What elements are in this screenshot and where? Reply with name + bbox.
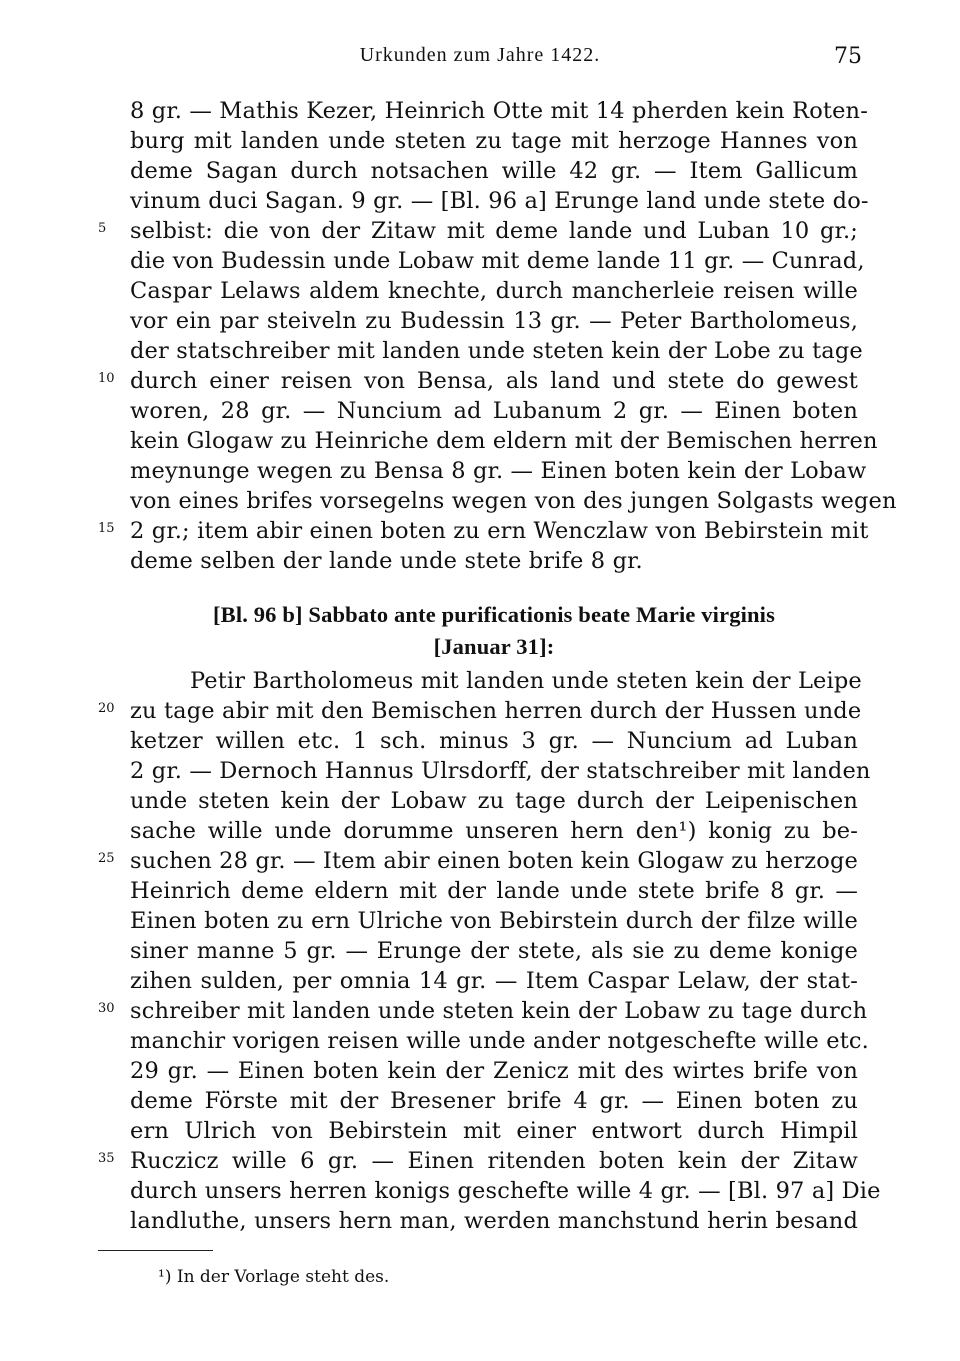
section-heading-line2: [Januar 31]: [433,634,555,659]
footnote-rule [98,1250,213,1251]
text-line: der statschreiber mit landen unde steten kein der Lobe zu tage [130,338,863,364]
text-line: von eines brifes vorsegelns wegen von des jungen Solgasts wegen [130,488,897,514]
text-line: die von Budessin unde Lobaw mit deme lande 11 gr. — Cunrad, [130,248,865,274]
footnote-text: In der Vorlage steht des. [176,1267,390,1287]
line-number: 35 [98,1151,115,1166]
running-title: Urkunden zum Jahre 1422. [359,44,601,66]
text-line: kein Glogaw zu Heinriche dem eldern mit der Bemischen herren [130,428,878,454]
text-line: sache wille unde dorumme unseren hern den¹) konig zu be- [130,818,858,844]
text-line: landluthe, unsers hern man, werden manchstund herin besand [130,1208,858,1234]
text-line: 8 gr. — Mathis Kezer, Heinrich Otte mit 14 pherden kein Roten- [130,98,868,124]
text-line: deme Förste mit der Bresener brife 4 gr. — Einen boten zu [130,1088,858,1114]
text-line: deme selben der lande unde stete brife 8 gr. [130,548,643,574]
text-line: Caspar Lelaws aldem knechte, durch mancherleie reisen wille [130,278,858,304]
text-line: siner manne 5 gr. — Erunge der stete, als sie zu deme konige [130,938,858,964]
text-line: zihen sulden, per omnia 14 gr. — Item Caspar Lelaw, der stat- [130,968,858,994]
running-header [0,44,960,74]
text-line: burg mit landen unde steten zu tage mit herzoge Hannes von [130,128,858,154]
text-line: 2 gr.; item abir einen boten zu ern Wenczlaw von Bebirstein mit [130,518,869,544]
section-heading-line1: [Bl. 96 b] Sabbato ante purificationis beate Marie virginis [213,602,775,627]
text-line: zu tage abir mit den Bemischen herren durch der Hussen unde [130,698,862,724]
line-number: 25 [98,851,115,866]
text-line: ketzer willen etc. 1 sch. minus 3 gr. — Nuncium ad Luban [130,728,858,754]
text-line: 2 gr. — Dernoch Hannus Ulrsdorff, der statschreiber mit landen [130,758,871,784]
text-line: Einen boten zu ern Ulriche von Bebirstein durch der filze wille [130,908,858,934]
text-line: meynunge wegen zu Bensa 8 gr. — Einen boten kein der Lobaw [130,458,867,484]
text-line: Ruczicz wille 6 gr. — Einen ritenden boten kein der Zitaw [130,1148,858,1174]
line-number: 30 [98,1001,115,1016]
text-line: Petir Bartholomeus mit landen unde steten kein der Leipe [190,668,862,694]
line-number: 5 [98,221,107,236]
text-line: woren, 28 gr. — Nuncium ad Lubanum 2 gr. — Einen boten [130,398,858,424]
text-line: schreiber mit landen unde steten kein der Lobaw zu tage durch [130,998,868,1024]
text-line: suchen 28 gr. — Item abir einen boten kein Glogaw zu herzoge [130,848,858,874]
text-line: unde steten kein der Lobaw zu tage durch der Leipenischen [130,788,858,814]
footnote-marker: ¹) [158,1267,172,1287]
text-line: vor ein par steiveln zu Budessin 13 gr. — Peter Bartholomeus, [130,308,858,334]
text-line: ern Ulrich von Bebirstein mit einer entwort durch Himpil [130,1118,858,1144]
text-line: vinum duci Sagan. 9 gr. — [Bl. 96 a] Erunge land unde stete do- [130,188,869,214]
footnote [158,1266,389,1288]
text-line: selbist: die von der Zitaw mit deme lande und Luban 10 gr.; [130,218,858,244]
line-number: 15 [98,521,115,536]
text-line: Heinrich deme eldern mit der lande unde stete brife 8 gr. — [130,878,858,904]
text-line: durch einer reisen von Bensa, als land und stete do gewest [130,368,858,394]
line-number: 20 [98,701,115,716]
text-line: 29 gr. — Einen boten kein der Zenicz mit des wirtes brife von [130,1058,858,1084]
page-number: 75 [834,44,862,69]
text-line: manchir vorigen reisen wille unde ander notgescheftе wille etc. [130,1028,869,1054]
text-line: durch unsers herren konigs gescheftе wille 4 gr. — [Bl. 97 a] Die [130,1178,881,1204]
text-line: deme Sagan durch notsachen wille 42 gr. — Item Gallicum [130,158,858,184]
line-number: 10 [98,371,115,386]
